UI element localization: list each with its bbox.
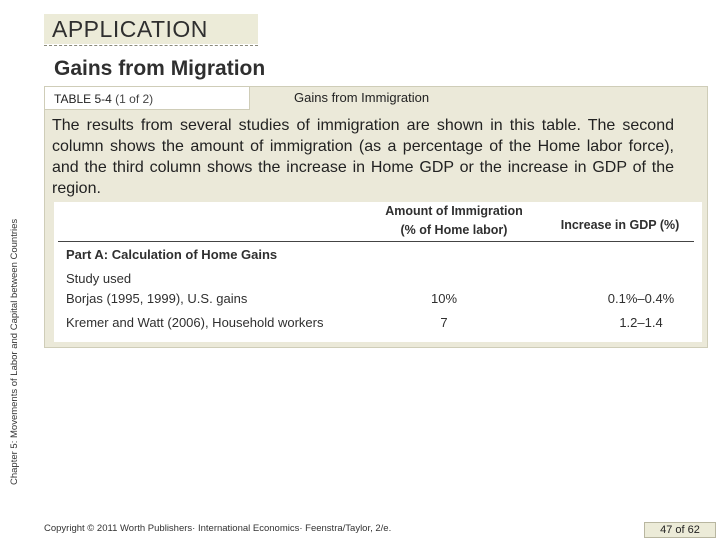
table-number: TABLE 5-4 [54,92,112,106]
row-1-study: Borjas (1995, 1999), U.S. gains [66,291,248,306]
column-header-amount-line2: (% of Home labor) [400,223,508,237]
row-2-study: Kremer and Watt (2006), Household workers [66,315,324,330]
slide-title: Gains from Migration [54,57,266,80]
banner-underline [44,45,258,46]
page-number-badge: 47 of 62 [644,522,716,538]
table-part: (1 of 2) [115,92,154,106]
data-table [54,202,702,342]
column-header-amount [354,202,554,240]
column-header-amount-line1: Amount of Immigration [385,204,523,218]
table-caption: Gains from Immigration [294,90,430,105]
copyright-footer: Copyright © 2011 Worth Publishers· International Economics· Feenstra/Taylor, 2/e. [44,523,392,534]
row-1-gdp: 0.1%–0.4% [607,291,675,306]
row-2-gdp: 1.2–1.4 [619,315,663,330]
row-1-amount: 10% [430,291,458,306]
study-label: Study used [66,271,132,286]
application-label: APPLICATION [52,16,208,42]
chapter-side-label: Chapter 5: Movements of Labor and Capital between Countries [9,218,20,485]
table-description: The results from several studies of immigration are shown in this table. The second column shows the amount of immigration (as a percentage of the Home labor force), and the third column shows the increase in Home GDP or the increase in GDP of the region. [52,117,674,197]
table-tag-label [54,92,153,106]
header-rule [58,241,694,242]
row-2-amount: 7 [440,315,448,330]
column-header-gdp: Increase in GDP (%) [560,218,680,232]
part-heading: Part A: Calculation of Home Gains [66,247,278,262]
